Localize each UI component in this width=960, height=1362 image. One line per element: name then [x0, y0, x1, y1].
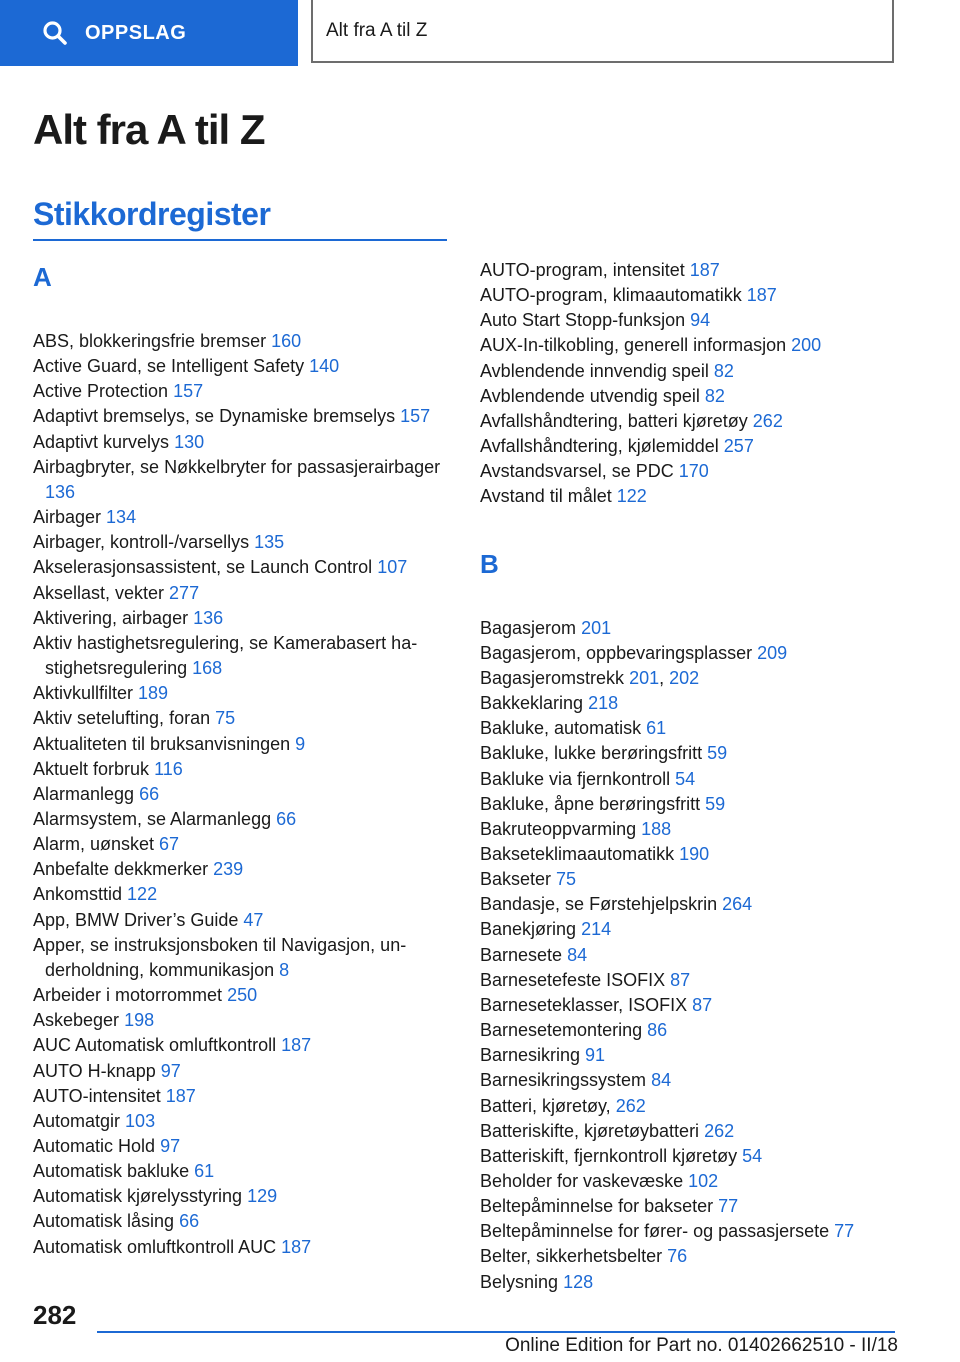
index-entry-term: Barnesikring [480, 1045, 586, 1066]
index-entry [33, 404, 453, 429]
index-entry [480, 1119, 900, 1144]
page-reference-link[interactable]: 129 [247, 1186, 278, 1207]
index-entry [33, 908, 453, 933]
index-entry [33, 933, 453, 983]
index-entry-term: Barnesetefeste ISOFIX [480, 969, 671, 990]
index-entry-term: Bakkeklaring [480, 693, 589, 714]
index-entry [33, 1134, 453, 1159]
page-reference-link[interactable]: 66 [139, 783, 160, 804]
index-entry-term: Adaptivt bremselys, se Dynamiske bremselys [33, 406, 401, 427]
index-entry-term: Belter, sikkerhetsbelter [480, 1246, 668, 1267]
index-entry [33, 1109, 453, 1134]
page-reference-link[interactable]: 209 [757, 642, 788, 663]
page-reference-link[interactable]: 77 [718, 1196, 739, 1217]
index-entry [480, 817, 900, 842]
index-entry [480, 867, 900, 892]
index-entry [480, 691, 900, 716]
index-entry-term: ABS, blokkeringsfrie bremser [33, 331, 272, 351]
spacer [480, 510, 900, 545]
index-entry-term: Active Guard, se Intelligent Safety [33, 356, 310, 377]
index-entry-term: Avfallshåndtering, kjølemiddel [480, 436, 724, 457]
page-reference-link[interactable]: 122 [127, 884, 158, 905]
page-reference-link[interactable]: 116 [154, 758, 183, 779]
search-tab-label: OPPSLAG [85, 21, 187, 44]
index-entry [33, 782, 453, 807]
page-reference-link[interactable]: 136 [193, 607, 224, 628]
index-entry [480, 258, 900, 283]
index-entry [480, 1094, 900, 1119]
page-reference-link[interactable]: 134 [106, 507, 137, 528]
page-reference-link[interactable]: 122 [616, 486, 647, 507]
page-reference-link[interactable]: 107 [377, 557, 408, 578]
page-reference-link[interactable]: 189 [138, 683, 169, 704]
page-reference-link[interactable]: 136 [45, 481, 76, 502]
index-entry [480, 616, 900, 641]
page-reference-link[interactable]: 87 [692, 994, 713, 1015]
index-entry [480, 943, 900, 968]
section-tab[interactable] [311, 0, 894, 63]
page-reference-link[interactable]: 202 [669, 667, 700, 688]
index-entry [33, 379, 453, 404]
index-entry-term: Aktuelt forbruk [33, 758, 155, 779]
page-reference-link[interactable]: 82 [713, 360, 734, 381]
index-entry-term: Automatic Hold [33, 1136, 161, 1156]
index-entry-term: Active Protection [33, 381, 174, 402]
index-entry [33, 430, 453, 455]
index-column-right [480, 258, 900, 1295]
index-entry [33, 732, 453, 757]
index-entry [480, 641, 900, 666]
index-entry-term: Automatgir [33, 1110, 126, 1131]
index-entry-term: Bakluke, åpne berøringsfritt [480, 793, 706, 814]
index-entry-term: AUTO-program, intensitet [480, 260, 690, 280]
index-entry [480, 459, 900, 484]
page-reference-link[interactable]: 86 [647, 1020, 668, 1041]
index-entry-term: Adaptivt kurvelys [33, 431, 175, 452]
index-entry [480, 1194, 900, 1219]
index-entry [480, 892, 900, 917]
index-entry-term: Automatisk låsing [33, 1211, 180, 1232]
footer-edition-text: Online Edition for Part no. 01402662510 - II/18 [505, 1335, 898, 1356]
index-entry-term: Aktiv hastighetsregulering, se Kamerabasert hastighetsregulering [33, 632, 418, 679]
index-entry-term: Akselerasjonsassistent, se Launch Control [33, 557, 378, 578]
page-reference-link[interactable]: 66 [179, 1211, 200, 1232]
index-entry [33, 1033, 453, 1058]
page-separator: , [659, 667, 670, 688]
index-entry [33, 857, 453, 882]
index-entry-term: Automatisk kjørelysstyring [33, 1186, 248, 1207]
index-entry-term: Avstandsvarsel, se PDC [480, 461, 679, 482]
index-entry [480, 1043, 900, 1068]
index-entry-term: Apper, se instruksjonsboken til Navigasjon, underholdning, kommunikasjon [33, 934, 407, 980]
index-entry-term: Beltepåminnelse for fører- og passasjersete [480, 1221, 835, 1242]
page-reference-link[interactable]: 277 [169, 582, 200, 603]
page-reference-link[interactable]: 82 [704, 385, 725, 406]
index-entry-term: AUTO-intensitet [33, 1085, 166, 1106]
index-entry-term: Barnesetemontering [480, 1020, 648, 1041]
index-entry-term: Bagasjerom [480, 617, 582, 638]
spacer [480, 581, 900, 616]
index-entry-term: Alarmanlegg [33, 783, 140, 804]
page-reference-link[interactable]: 201 [629, 667, 660, 688]
index-entry [33, 983, 453, 1008]
index-entry-term: Barneseteklasser, ISOFIX [480, 994, 693, 1015]
page-reference-link[interactable]: 187 [281, 1236, 312, 1257]
page-reference-link[interactable]: 102 [688, 1171, 719, 1191]
index-entry-term: Automatisk bakluke [33, 1161, 195, 1182]
page-reference-link[interactable]: 103 [125, 1110, 156, 1131]
top-navigation [0, 0, 960, 66]
index-entry [480, 1270, 900, 1295]
index-letter-heading: B [480, 548, 499, 579]
index-entry [33, 555, 453, 580]
page-reference-link[interactable]: 239 [213, 859, 244, 880]
page-reference-link[interactable]: 97 [160, 1060, 181, 1081]
page-reference-link[interactable]: 91 [585, 1045, 606, 1066]
index-entry-term: Bagasjerom, oppbevaringsplasser [480, 642, 758, 663]
index-entry-term: Bakluke, automatisk [480, 718, 647, 739]
index-entry [480, 484, 900, 509]
index-entry-term: Alarmsystem, se Alarmanlegg [33, 808, 277, 829]
index-entry [480, 792, 900, 817]
index-entry [480, 767, 900, 792]
index-entry-term: Bakruteoppvarming [480, 818, 642, 839]
page-reference-link[interactable]: 214 [581, 919, 612, 940]
index-entry [480, 283, 900, 308]
page-reference-link[interactable]: 76 [667, 1246, 688, 1267]
index-letter-heading: A [33, 262, 52, 292]
page-reference-link[interactable]: 47 [243, 909, 264, 930]
index-entry-term: Beholder for vaskevæske [480, 1171, 689, 1191]
index-entry [33, 1209, 453, 1234]
index-entry [33, 882, 453, 907]
page-reference-link[interactable]: 170 [678, 461, 709, 482]
index-entry-term: AUTO-program, klimaautomatikk [480, 285, 747, 306]
index-entry-term: Aktivering, airbager [33, 607, 194, 628]
page-reference-link[interactable]: 135 [254, 532, 285, 553]
page-reference-link[interactable]: 190 [679, 843, 710, 864]
page-reference-link[interactable]: 9 [295, 733, 306, 754]
index-entry [480, 842, 900, 867]
index-entry [480, 434, 900, 459]
page-reference-link[interactable]: 8 [279, 959, 290, 980]
page-number: 282 [33, 1300, 77, 1330]
page-title: Alt fra A til Z [33, 106, 265, 153]
index-entry-term: Airbager [33, 507, 107, 528]
index-entry-term: AUC Automatisk omluftkontroll [33, 1035, 282, 1056]
index-entry-term: Alarm, uønsket [33, 834, 160, 855]
page-reference-link[interactable]: 187 [281, 1035, 312, 1056]
index-entry-term: Avfallshåndtering, batteri kjøretøy [480, 410, 753, 431]
index-entry [33, 631, 453, 681]
search-tab[interactable] [0, 0, 298, 66]
index-entry [33, 581, 453, 606]
page-reference-link[interactable]: 66 [276, 808, 297, 829]
index-entry-term: Aktualiteten til bruksanvisningen [33, 733, 296, 754]
index-entry [480, 308, 900, 333]
index-entry-term: AUX-In-tilkobling, generell informasjon [480, 335, 792, 356]
index-entry [33, 1059, 453, 1084]
index-entry-term: Bakseteklimaautomatikk [480, 843, 680, 864]
index-entry [33, 681, 453, 706]
page-reference-link[interactable]: 160 [271, 331, 302, 351]
page-reference-link[interactable]: 54 [675, 768, 696, 789]
index-column-left [33, 258, 453, 1260]
page-reference-link[interactable]: 264 [722, 894, 753, 915]
index-entry [480, 359, 900, 384]
section-tab-label: Alt fra A til Z [326, 19, 428, 41]
index-entry-term: Bandasje, se Førstehjelpskrin [480, 894, 723, 915]
index-entry-term: Auto Start Stopp-funksjon [480, 310, 691, 331]
subtitle-divider [33, 239, 447, 241]
index-entry-term: AUTO H-knapp [33, 1060, 161, 1081]
spacer [33, 294, 453, 329]
page-reference-link[interactable]: 218 [588, 693, 619, 714]
page-reference-link[interactable]: 262 [615, 1095, 646, 1116]
page-reference-link[interactable]: 198 [124, 1010, 155, 1031]
index-entry [33, 757, 453, 782]
index-entry-term: Ankomsttid [33, 884, 128, 905]
index-entry [33, 505, 453, 530]
page-reference-link[interactable]: 187 [689, 260, 720, 280]
page-reference-link[interactable]: 87 [670, 969, 691, 990]
index-entry-term: Automatisk omluftkontroll AUC [33, 1236, 282, 1257]
index-entry-term: Bakseter [480, 869, 557, 890]
page-reference-link[interactable]: 168 [192, 658, 223, 679]
index-entry-term: Avstand til målet [480, 486, 617, 507]
index-entry [480, 968, 900, 993]
index-entry-term: Banekjøring [480, 919, 582, 940]
page-reference-link[interactable]: 188 [641, 818, 672, 839]
index-entry [33, 455, 453, 505]
page-reference-link[interactable]: 77 [834, 1221, 855, 1242]
section-subtitle: Stikkordregister [33, 196, 271, 232]
index-entry-term: Bagasjeromstrekk [480, 667, 630, 688]
index-entry [33, 354, 453, 379]
page-reference-link[interactable]: 59 [707, 743, 728, 764]
index-entry [33, 606, 453, 631]
search-icon [42, 20, 68, 46]
index-entry [480, 1144, 900, 1169]
index-entry [33, 706, 453, 731]
index-entry [33, 530, 453, 555]
index-entry-term: Aktiv setelufting, foran [33, 708, 216, 729]
page-reference-link[interactable]: 262 [752, 410, 783, 431]
index-entry [480, 409, 900, 434]
page-reference-link[interactable]: 262 [704, 1120, 735, 1141]
page-reference-link[interactable]: 257 [723, 436, 754, 457]
page-reference-link[interactable]: 140 [309, 356, 340, 377]
index-entry-term: Batteri, kjøretøy, [480, 1095, 616, 1116]
page-reference-link[interactable]: 75 [556, 869, 577, 890]
page-reference-link[interactable]: 94 [690, 310, 711, 331]
index-entry [480, 1244, 900, 1269]
index-entry-term: Askebeger [33, 1010, 125, 1031]
page-reference-link[interactable]: 97 [160, 1136, 181, 1156]
index-entry-term: Avblendende utvendig speil [480, 385, 705, 406]
index-entry [480, 1169, 900, 1194]
index-entry [33, 832, 453, 857]
page-reference-link[interactable]: 250 [227, 985, 258, 1006]
page-reference-link[interactable]: 157 [400, 406, 431, 427]
index-entry-term: Bakluke, lukke berøringsfritt [480, 743, 708, 764]
index-entry [480, 917, 900, 942]
index-entry-term: Anbefalte dekkmerker [33, 859, 214, 880]
page-reference-link[interactable]: 67 [159, 834, 180, 855]
page-reference-link[interactable]: 200 [791, 335, 822, 356]
index-entry-term: Barnesete [480, 944, 568, 965]
page-reference-link[interactable]: 61 [646, 718, 667, 739]
index-entry [480, 333, 900, 358]
index-entry-term: Belysning [480, 1271, 564, 1292]
index-entry [480, 1219, 900, 1244]
page-reference-link[interactable]: 130 [174, 431, 205, 452]
page-reference-link[interactable]: 61 [194, 1161, 215, 1182]
index-entry-term: Aktivkullfilter [33, 683, 139, 704]
index-entry [480, 384, 900, 409]
page-reference-link[interactable]: 59 [705, 793, 726, 814]
page-reference-link[interactable]: 54 [742, 1145, 763, 1166]
index-entry-term: Batteriskift, fjernkontroll kjøretøy [480, 1145, 743, 1166]
index-entry-term: Bakluke via fjernkontroll [480, 768, 676, 789]
index-entry [480, 1068, 900, 1093]
page-reference-link[interactable]: 84 [567, 944, 588, 965]
index-entry-term: Beltepåminnelse for bakseter [480, 1196, 719, 1217]
page-reference-link[interactable]: 75 [215, 708, 236, 729]
index-entry [33, 807, 453, 832]
index-entry [480, 741, 900, 766]
index-entry [33, 329, 453, 354]
page-reference-link[interactable]: 84 [651, 1070, 672, 1091]
index-entry [33, 1184, 453, 1209]
index-entry-term: Airbager, kontroll-/varsellys [33, 532, 255, 553]
page-reference-link[interactable]: 187 [165, 1085, 196, 1106]
page-reference-link[interactable]: 128 [563, 1271, 594, 1292]
index-entry-term: Avblendende innvendig speil [480, 360, 714, 381]
index-entry [33, 1084, 453, 1109]
footer-divider [97, 1331, 895, 1333]
index-entry [480, 1018, 900, 1043]
index-entry-term: Barnesikringssystem [480, 1070, 652, 1091]
page-reference-link[interactable]: 201 [581, 617, 612, 638]
index-entry-term: Aksellast, vekter [33, 582, 170, 603]
index-entry-term: Arbeider i motorrommet [33, 985, 228, 1006]
page-reference-link[interactable]: 187 [746, 285, 777, 306]
index-entry-term: Airbagbryter, se Nøkkelbryter for passasjerairbager [33, 456, 441, 477]
index-entry [33, 1008, 453, 1033]
index-entry [33, 1235, 453, 1260]
page-reference-link[interactable]: 157 [173, 381, 204, 402]
index-entry [480, 993, 900, 1018]
index-entry-term: Batteriskifte, kjøretøybatteri [480, 1120, 705, 1141]
index-entry [480, 716, 900, 741]
index-entry [480, 666, 900, 691]
index-entry-term: App, BMW Driver’s Guide [33, 909, 244, 930]
index-entry [33, 1159, 453, 1184]
